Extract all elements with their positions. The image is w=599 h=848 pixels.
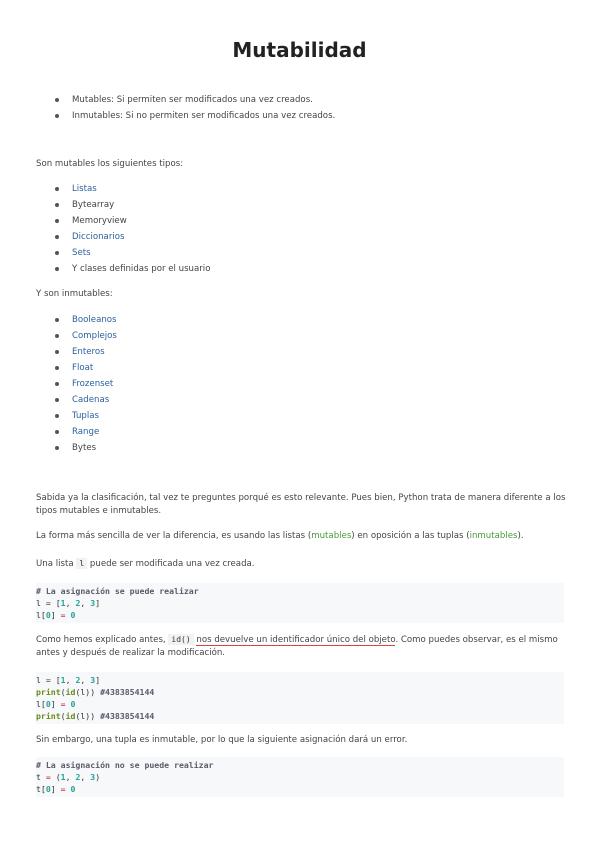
list-item: Bytes	[36, 440, 556, 456]
intro-list	[36, 92, 556, 124]
paragraph-clasificacion: Sabida ya la clasificación, tal vez te preguntes porqué es esto relevante. Pues bien, Python trata de manera diferente a los tipos mutables e inmutables.	[36, 493, 566, 516]
mutables-heading: Son mutables los siguientes tipos:	[36, 159, 184, 169]
inmutables-heading: Y son inmutables:	[36, 289, 113, 299]
mutables-link[interactable]: mutables	[311, 531, 352, 541]
code-block-tupla: # La asignación no se puede realizar t = (1, 2, 3) t[0] = 0	[36, 757, 564, 797]
list-item-tuplas[interactable]: Tuplas	[36, 408, 556, 424]
page-title: Mutabilidad	[232, 38, 367, 62]
mutables-list	[36, 181, 556, 277]
list-item: Y clases definidas por el usuario	[36, 261, 556, 277]
inmutables-list	[36, 312, 556, 456]
paragraph-id: Como hemos explicado antes, id() nos devuelve un identificador único del objeto. Como puedes observar, es el mismo antes y después de realizar la modificación.	[36, 635, 558, 658]
list-item-frozenset[interactable]: Frozenset	[36, 376, 556, 392]
list-item-sets[interactable]: Sets	[36, 245, 556, 261]
code-block-lista: # La asignación se puede realizar l = [1, 2, 3] l[0] = 0	[36, 583, 564, 623]
list-item: Memoryview	[36, 213, 556, 229]
paragraph-tupla: Sin embargo, una tupla es inmutable, por lo que la siguiente asignación dará un error.	[36, 735, 408, 745]
paragraph-diferencia: La forma más sencilla de ver la diferencia, es usando las listas (mutables) en oposición a las tuplas (inmutables).	[36, 531, 524, 541]
list-item-cadenas[interactable]: Cadenas	[36, 392, 556, 408]
list-item-booleanos[interactable]: Booleanos	[36, 312, 556, 328]
id-link[interactable]: nos devuelve un identificador único del objeto	[196, 635, 396, 645]
list-item-complejos[interactable]: Complejos	[36, 328, 556, 344]
paragraph-lista: Una lista l puede ser modificada una vez creada.	[36, 559, 255, 569]
code-block-id: l = [1, 2, 3] print(id(l)) #4383854144 l[0] = 0 print(id(l)) #4383854144	[36, 672, 564, 724]
list-item: Mutables: Si permiten ser modificados una vez creados.	[36, 92, 556, 108]
list-item-float[interactable]: Float	[36, 360, 556, 376]
inline-code: id()	[168, 634, 193, 645]
list-item-enteros[interactable]: Enteros	[36, 344, 556, 360]
list-item: Inmutables: Si no permiten ser modificados una vez creados.	[36, 108, 556, 124]
list-item-range[interactable]: Range	[36, 424, 556, 440]
list-item-listas[interactable]: Listas	[36, 181, 556, 197]
list-item-diccionarios[interactable]: Diccionarios	[36, 229, 556, 245]
inline-code: l	[76, 558, 87, 569]
list-item: Bytearray	[36, 197, 556, 213]
inmutables-link[interactable]: inmutables	[469, 531, 518, 541]
